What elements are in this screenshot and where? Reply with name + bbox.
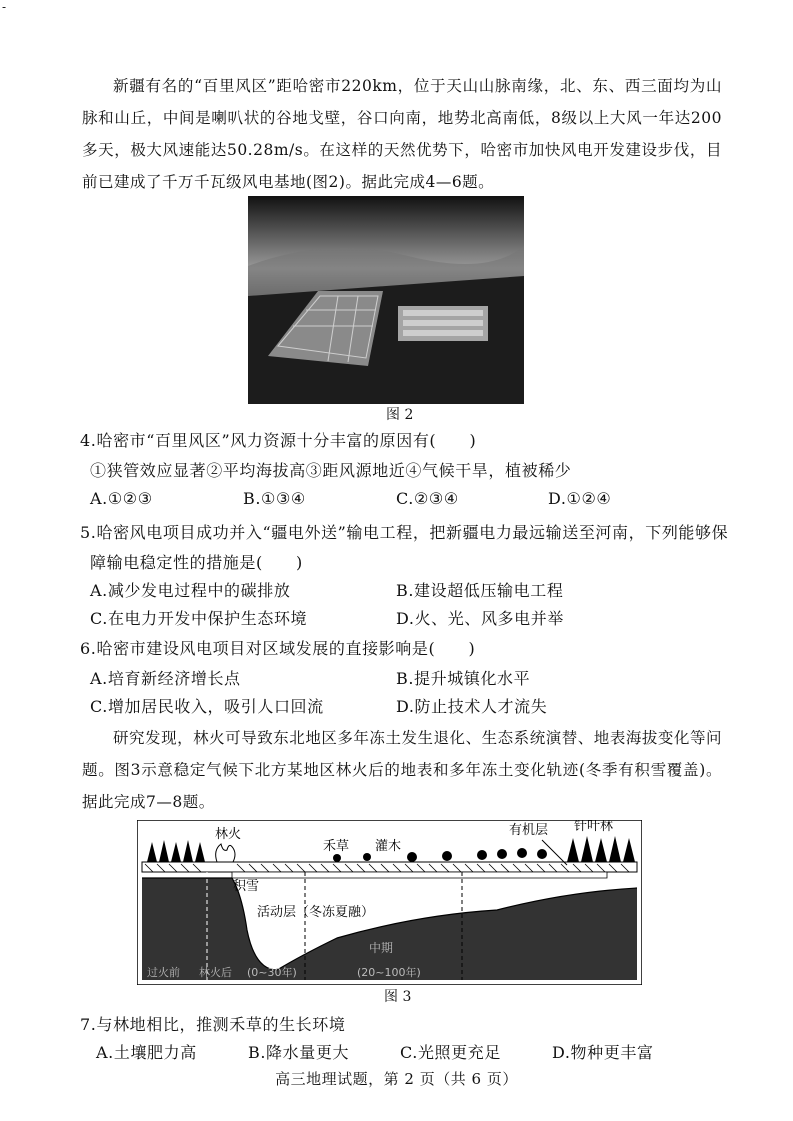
q5-option-b[interactable]: B.建设超低压输电工程 <box>396 581 564 600</box>
label-conifer: 针叶林 <box>574 820 614 834</box>
q4-stem: 4.哈密市“百里风区”风力资源十分丰富的原因有( ) <box>80 431 477 450</box>
q6-option-d[interactable]: D.防止技术人才流失 <box>396 697 548 716</box>
label-years-2: (20~100年) <box>357 966 421 979</box>
figure-2-caption: 图 2 <box>386 407 414 423</box>
q6-stem: 6.哈密市建设风电项目对区域发展的直接影响是( ) <box>80 639 476 658</box>
q6-option-b[interactable]: B.提升城镇化水平 <box>396 669 531 688</box>
q7-option-c[interactable]: C.光照更充足 <box>400 1043 501 1062</box>
label-organic: 有机层 <box>509 823 549 838</box>
passage-2: 研究发现，林火可导致东北地区多年冻土发生退化、生态系统演替、地表海拔变化等问题。图3示意稳定气候下北方某地区林火后的地表和多年冻土变化轨迹(冬季有积雪覆盖)。据此完成7—8题。 <box>82 729 722 811</box>
label-fire: 林火 <box>215 827 242 842</box>
page-footer: 高三地理试题，第 2 页（共 6 页） <box>275 1070 518 1088</box>
label-before-fire: 过火前 <box>147 966 180 979</box>
q5-option-a[interactable]: A.减少发电过程中的碳排放 <box>90 581 291 600</box>
q7-option-b[interactable]: B.降水量更大 <box>248 1043 350 1062</box>
q6-option-a[interactable]: A.培育新经济增长点 <box>90 669 241 688</box>
q5-option-c[interactable]: C.在电力开发中保护生态环境 <box>90 609 308 628</box>
q7-stem: 7.与林地相比，推测禾草的生长环境 <box>80 1015 346 1034</box>
label-mid: 中期 <box>369 941 394 955</box>
q4-items: ①狭管效应显著②平均海拔高③距风源地近④气候干旱，植被稀少 <box>90 461 572 480</box>
label-snow: 积雪 <box>233 879 260 894</box>
corner-mark: - <box>2 0 7 14</box>
q4-option-d[interactable]: D.①②④ <box>548 489 612 508</box>
q4-option-b[interactable]: B.①③④ <box>243 489 306 508</box>
q5-option-d[interactable]: D.火、光、风多电并举 <box>396 609 564 628</box>
label-recent: 近期 <box>259 941 284 955</box>
label-years-1: (0~30年) <box>247 966 297 979</box>
q7-option-a[interactable]: A.土壤肥力高 <box>96 1043 197 1062</box>
label-active-layer: 活动层（冬冻夏融） <box>257 905 375 920</box>
label-after-fire: 林火后 <box>199 966 232 979</box>
passage-1: 新疆有名的“百里风区”距哈密市220km，位于天山山脉南缘，北、东、西三面均为山脉和山丘，中间是喇叭状的谷地戈壁，谷口向南，地势北高南低，8级以上大风一年达200多天，极大风速能达50.28m/s。在这样的天然优势下，哈密市加快风电开发建设步伐，目前已建成了千万千瓦级风电基地(图2)。据此完成4—6题。 <box>82 77 722 191</box>
label-grass: 禾草 <box>323 839 350 854</box>
label-shrub: 灌木 <box>375 839 402 854</box>
figure-3-diagram <box>137 820 642 985</box>
q4-option-a[interactable]: A.①②③ <box>90 489 153 508</box>
wind-farm-photo <box>248 196 524 404</box>
q7-option-d[interactable]: D.物种更丰富 <box>552 1043 654 1062</box>
q4-option-c[interactable]: C.②③④ <box>396 489 459 508</box>
q5-stem-1: 5.哈密风电项目成功并入“疆电外送”输电工程，把新疆电力最远输送至河南，下列能够保 <box>80 523 729 542</box>
q5-stem-2: 障输电稳定性的措施是( ) <box>90 553 303 572</box>
figure-2-photo <box>248 196 524 404</box>
figure-3-caption: 图 3 <box>384 989 412 1005</box>
q6-option-c[interactable]: C.增加居民收入，吸引人口回流 <box>90 697 324 716</box>
